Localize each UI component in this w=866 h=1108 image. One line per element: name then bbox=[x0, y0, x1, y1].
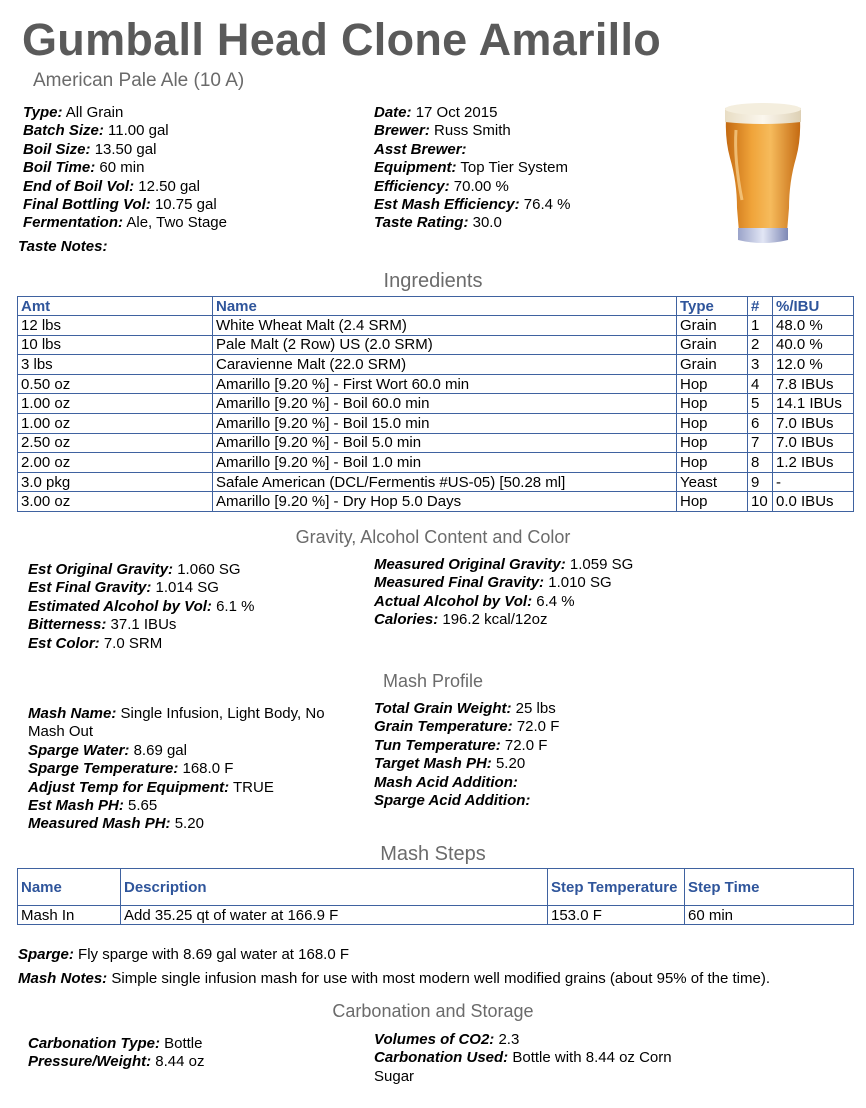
ingredients-header-row bbox=[18, 297, 854, 316]
ingredient-percent-ibu: 0.0 IBUs bbox=[773, 492, 854, 512]
col-name: Name bbox=[213, 297, 677, 316]
ingredient-name: Pale Malt (2 Row) US (2.0 SRM) bbox=[213, 335, 677, 355]
ingredient-amount: 3.00 oz bbox=[18, 492, 213, 512]
field-mash-notes: Mash Notes: Simple single infusion mash for use with most modern well modified grains (about 95% of the time). bbox=[18, 970, 770, 987]
field-calories: Calories: 196.2 kcal/12oz bbox=[374, 611, 548, 629]
ingredients-heading: Ingredients bbox=[383, 270, 483, 292]
ingredient-name: Amarillo [9.20 %] - Boil 15.0 min bbox=[213, 413, 677, 433]
recipe-title: Gumball Head Clone Amarillo bbox=[22, 14, 662, 65]
field-adjust-temp: Adjust Temp for Equipment: TRUE bbox=[28, 778, 274, 796]
ingredient-number: 10 bbox=[748, 492, 773, 512]
ingredient-name: Amarillo [9.20 %] - First Wort 60.0 min bbox=[213, 374, 677, 394]
ingredient-name: Amarillo [9.20 %] - Boil 60.0 min bbox=[213, 394, 677, 414]
ingredients-table bbox=[17, 296, 854, 512]
field-taste-rating: Taste Rating: 30.0 bbox=[374, 214, 502, 232]
ingredient-number: 9 bbox=[748, 472, 773, 492]
gravity-right bbox=[374, 556, 633, 630]
ingredient-percent-ibu: 48.0 % bbox=[773, 316, 854, 336]
gravity-heading: Gravity, Alcohol Content and Color bbox=[295, 527, 571, 547]
ingredient-type: Hop bbox=[677, 413, 748, 433]
field-measured-mash-ph: Measured Mash PH: 5.20 bbox=[28, 815, 204, 833]
ingredient-name: Safale American (DCL/Fermentis #US-05) [50.28 ml] bbox=[213, 472, 677, 492]
field-sparge: Sparge: Fly sparge with 8.69 gal water at 168.0 F bbox=[18, 946, 350, 963]
field-boil-size: Boil Size: 13.50 gal bbox=[23, 140, 157, 158]
ingredient-type: Yeast bbox=[677, 472, 748, 492]
recipe-info-left bbox=[23, 104, 227, 233]
table-row bbox=[18, 433, 854, 453]
ingredient-type: Hop bbox=[677, 433, 748, 453]
table-row bbox=[18, 394, 854, 414]
ingredient-type: Grain bbox=[677, 335, 748, 355]
table-row bbox=[18, 906, 854, 925]
ingredient-amount: 10 lbs bbox=[18, 335, 213, 355]
field-total-grain-weight: Total Grain Weight: 25 lbs bbox=[374, 700, 556, 717]
ingredient-number: 8 bbox=[748, 453, 773, 473]
ingredient-name: Amarillo [9.20 %] - Boil 5.0 min bbox=[213, 433, 677, 453]
field-bitterness: Bitterness: 37.1 IBUs bbox=[28, 616, 177, 634]
recipe-style: American Pale Ale (10 A) bbox=[33, 70, 245, 91]
table-row bbox=[18, 335, 854, 355]
field-efficiency: Efficiency: 70.00 % bbox=[374, 177, 509, 195]
field-sparge-temp: Sparge Temperature: 168.0 F bbox=[28, 760, 234, 778]
table-row bbox=[18, 413, 854, 433]
col-step-temperature: Step Temperature bbox=[548, 869, 685, 906]
field-type: Type: All Grain bbox=[23, 104, 124, 121]
field-batch-size: Batch Size: 11.00 gal bbox=[23, 122, 169, 140]
field-est-abv: Estimated Alcohol by Vol: 6.1 % bbox=[28, 597, 255, 615]
field-target-mash-ph: Target Mash PH: 5.20 bbox=[374, 755, 526, 773]
ingredient-amount: 3 lbs bbox=[18, 355, 213, 375]
field-actual-abv: Actual Alcohol by Vol: 6.4 % bbox=[374, 592, 575, 610]
mash-profile-heading: Mash Profile bbox=[382, 671, 484, 691]
ingredient-name: Amarillo [9.20 %] - Dry Hop 5.0 Days bbox=[213, 492, 677, 512]
field-est-mash-ph: Est Mash PH: 5.65 bbox=[28, 796, 158, 814]
table-row bbox=[18, 492, 854, 512]
carbonation-heading: Carbonation and Storage bbox=[332, 1001, 534, 1021]
mash-profile-left bbox=[28, 705, 358, 834]
ingredient-percent-ibu: 7.0 IBUs bbox=[773, 433, 854, 453]
field-asst-brewer: Asst Brewer: bbox=[374, 140, 467, 158]
ingredient-percent-ibu: 7.8 IBUs bbox=[773, 374, 854, 394]
ingredient-amount: 1.00 oz bbox=[18, 394, 213, 414]
field-grain-temp: Grain Temperature: 72.0 F bbox=[374, 718, 560, 736]
ingredient-amount: 0.50 oz bbox=[18, 374, 213, 394]
ingredient-number: 3 bbox=[748, 355, 773, 375]
table-row bbox=[18, 316, 854, 336]
step-temperature: 153.0 F bbox=[548, 906, 685, 925]
ingredient-type: Hop bbox=[677, 492, 748, 512]
col-number: # bbox=[748, 297, 773, 316]
field-boil-time: Boil Time: 60 min bbox=[23, 159, 145, 177]
col-percent-ibu: %/IBU bbox=[773, 297, 854, 316]
field-measured-fg: Measured Final Gravity: 1.010 SG bbox=[374, 574, 612, 592]
ingredient-percent-ibu: 40.0 % bbox=[773, 335, 854, 355]
ingredient-percent-ibu: - bbox=[773, 472, 854, 492]
field-mash-name: Mash Name: Single Infusion, Light Body, No Mash Out bbox=[28, 705, 325, 741]
carbonation-left bbox=[28, 1035, 204, 1072]
carbonation-right bbox=[374, 1031, 714, 1086]
col-step-time: Step Time bbox=[685, 869, 854, 906]
ingredient-percent-ibu: 7.0 IBUs bbox=[773, 413, 854, 433]
field-measured-og: Measured Original Gravity: 1.059 SG bbox=[374, 556, 634, 573]
field-est-mash-efficiency: Est Mash Efficiency: 76.4 % bbox=[374, 195, 571, 213]
col-type: Type bbox=[677, 297, 748, 316]
step-description: Add 35.25 qt of water at 166.9 F bbox=[121, 906, 548, 925]
ingredient-number: 6 bbox=[748, 413, 773, 433]
field-equipment: Equipment: Top Tier System bbox=[374, 159, 568, 177]
col-step-name: Name bbox=[18, 869, 121, 906]
field-end-of-boil-vol: End of Boil Vol: 12.50 gal bbox=[23, 177, 200, 195]
recipe-info-right bbox=[374, 104, 570, 233]
field-tun-temp: Tun Temperature: 72.0 F bbox=[374, 736, 548, 754]
mash-steps-table bbox=[17, 868, 854, 925]
field-date: Date: 17 Oct 2015 bbox=[374, 104, 498, 121]
ingredient-number: 4 bbox=[748, 374, 773, 394]
field-sparge-water: Sparge Water: 8.69 gal bbox=[28, 741, 187, 759]
ingredient-amount: 1.00 oz bbox=[18, 413, 213, 433]
table-row bbox=[18, 374, 854, 394]
ingredient-number: 2 bbox=[748, 335, 773, 355]
field-carbonation-used: Carbonation Used: Bottle with 8.44 oz Corn Sugar bbox=[374, 1049, 672, 1085]
ingredient-amount: 12 lbs bbox=[18, 316, 213, 336]
field-sparge-acid: Sparge Acid Addition: bbox=[374, 791, 531, 809]
mash-steps-heading: Mash Steps bbox=[380, 843, 486, 865]
field-pressure-weight: Pressure/Weight: 8.44 oz bbox=[28, 1053, 205, 1071]
ingredient-percent-ibu: 12.0 % bbox=[773, 355, 854, 375]
ingredient-percent-ibu: 14.1 IBUs bbox=[773, 394, 854, 414]
step-name: Mash In bbox=[18, 906, 121, 925]
ingredient-amount: 2.00 oz bbox=[18, 453, 213, 473]
beer-glass-icon bbox=[722, 100, 804, 248]
ingredient-name: Amarillo [9.20 %] - Boil 1.0 min bbox=[213, 453, 677, 473]
col-step-description: Description bbox=[121, 869, 548, 906]
field-taste-notes: Taste Notes: bbox=[18, 238, 108, 255]
field-final-bottling-vol: Final Bottling Vol: 10.75 gal bbox=[23, 195, 217, 213]
mash-profile-right bbox=[374, 700, 559, 810]
ingredient-percent-ibu: 1.2 IBUs bbox=[773, 453, 854, 473]
field-est-color: Est Color: 7.0 SRM bbox=[28, 634, 163, 652]
ingredient-amount: 3.0 pkg bbox=[18, 472, 213, 492]
ingredient-number: 5 bbox=[748, 394, 773, 414]
field-mash-acid: Mash Acid Addition: bbox=[374, 773, 518, 791]
field-fermentation: Fermentation: Ale, Two Stage bbox=[23, 214, 227, 232]
ingredient-number: 1 bbox=[748, 316, 773, 336]
field-brewer: Brewer: Russ Smith bbox=[374, 122, 511, 140]
ingredient-type: Grain bbox=[677, 355, 748, 375]
ingredient-amount: 2.50 oz bbox=[18, 433, 213, 453]
ingredient-type: Hop bbox=[677, 453, 748, 473]
mash-steps-header-row bbox=[18, 869, 854, 906]
table-row bbox=[18, 472, 854, 492]
field-est-og: Est Original Gravity: 1.060 SG bbox=[28, 561, 241, 578]
gravity-left bbox=[28, 561, 254, 653]
col-amt: Amt bbox=[18, 297, 213, 316]
ingredient-type: Grain bbox=[677, 316, 748, 336]
ingredient-name: White Wheat Malt (2.4 SRM) bbox=[213, 316, 677, 336]
ingredient-type: Hop bbox=[677, 374, 748, 394]
ingredient-type: Hop bbox=[677, 394, 748, 414]
field-est-fg: Est Final Gravity: 1.014 SG bbox=[28, 579, 219, 597]
ingredient-number: 7 bbox=[748, 433, 773, 453]
table-row bbox=[18, 355, 854, 375]
step-time: 60 min bbox=[685, 906, 854, 925]
field-volumes-co2: Volumes of CO2: 2.3 bbox=[374, 1031, 520, 1048]
table-row bbox=[18, 453, 854, 473]
field-carbonation-type: Carbonation Type: Bottle bbox=[28, 1035, 203, 1052]
ingredient-name: Caravienne Malt (22.0 SRM) bbox=[213, 355, 677, 375]
